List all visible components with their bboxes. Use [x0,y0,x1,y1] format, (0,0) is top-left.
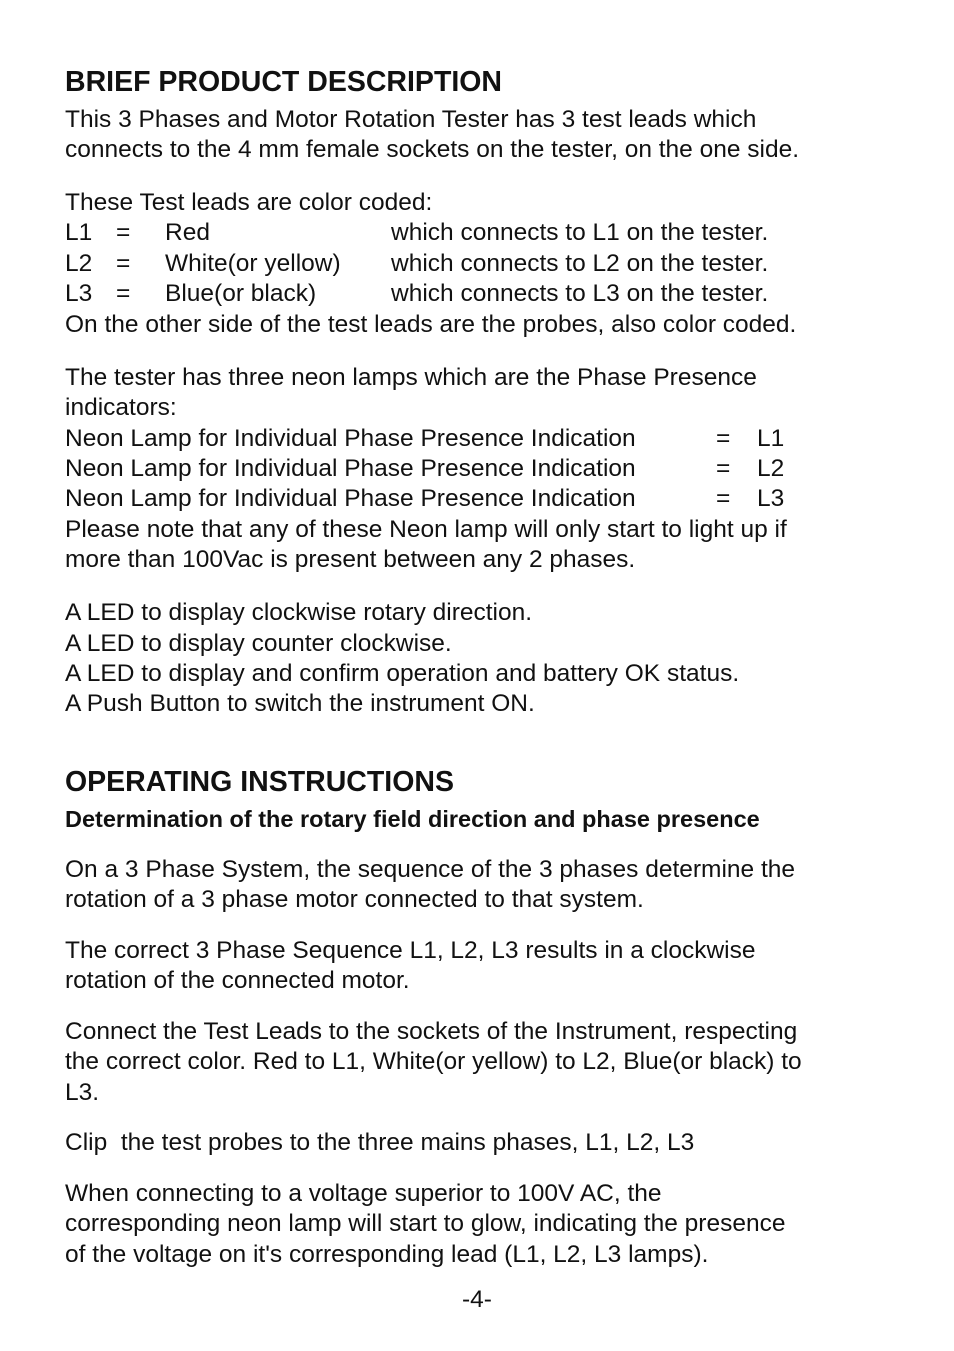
intro-line: connects to the 4 mm female sockets on the tester, on the one side. [65,136,800,163]
lead-name: L2 [65,250,93,277]
brief-heading: BRIEF PRODUCT DESCRIPTION [65,66,503,98]
neon-note-line: more than 100Vac is present between any 2 phases. [65,546,636,573]
lead-color: Red [165,219,210,246]
paragraph-line: rotation of a 3 phase motor connected to that system. [65,886,644,913]
operating-subheading: Determination of the rotary field direction and phase presence [65,806,760,832]
paragraph-line: L3. [65,1079,100,1106]
lead-equals: = [116,250,131,277]
neon-equals: = [716,485,731,512]
lead-equals: = [116,219,131,246]
probes-note: On the other side of the test leads are the probes, also color coded. [65,311,797,338]
paragraph-line: of the voltage on it's corresponding lead (L1, L2, L3 lamps). [65,1241,709,1268]
paragraph-line: the correct color. Red to L1, White(or yellow) to L2, Blue(or black) to [65,1048,802,1075]
indicator-line: A LED to display and confirm operation and battery OK status. [65,660,740,687]
indicator-line: A LED to display counter clockwise. [65,630,452,657]
neon-label: Neon Lamp for Individual Phase Presence Indication [65,485,636,512]
neon-note-line: Please note that any of these Neon lamp will only start to light up if [65,516,787,543]
neon-phase: L1 [757,425,785,452]
lead-color: White(or yellow) [165,250,341,277]
indicator-line: A Push Button to switch the instrument ON. [65,690,535,717]
lead-color: Blue(or black) [165,280,317,307]
lead-description: which connects to L2 on the tester. [391,250,769,277]
paragraph-line: The correct 3 Phase Sequence L1, L2, L3 results in a clockwise [65,937,756,964]
neon-intro-line: The tester has three neon lamps which are the Phase Presence [65,364,757,391]
lead-description: which connects to L1 on the tester. [391,219,769,246]
paragraph-line: When connecting to a voltage superior to 100V AC, the [65,1180,662,1207]
color-intro: These Test leads are color coded: [65,189,433,216]
lead-name: L3 [65,280,93,307]
neon-label: Neon Lamp for Individual Phase Presence Indication [65,425,636,452]
lead-description: which connects to L3 on the tester. [391,280,769,307]
paragraph-line: corresponding neon lamp will start to glow, indicating the presence [65,1210,786,1237]
neon-intro-line: indicators: [65,394,177,421]
page-number: -4- [462,1286,492,1313]
intro-line: This 3 Phases and Motor Rotation Tester has 3 test leads which [65,106,757,133]
paragraph-line: Connect the Test Leads to the sockets of the Instrument, respecting [65,1018,798,1045]
paragraph-line: On a 3 Phase System, the sequence of the 3 phases determine the [65,856,796,883]
paragraph-line: rotation of the connected motor. [65,967,410,994]
neon-equals: = [716,455,731,482]
lead-name: L1 [65,219,93,246]
indicator-line: A LED to display clockwise rotary direction. [65,599,533,626]
neon-phase: L3 [757,485,785,512]
operating-heading: OPERATING INSTRUCTIONS [65,766,454,798]
paragraph-line: Clip the test probes to the three mains phases, L1, L2, L3 [65,1129,695,1156]
neon-phase: L2 [757,455,785,482]
lead-equals: = [116,280,131,307]
neon-equals: = [716,425,731,452]
neon-label: Neon Lamp for Individual Phase Presence Indication [65,455,636,482]
